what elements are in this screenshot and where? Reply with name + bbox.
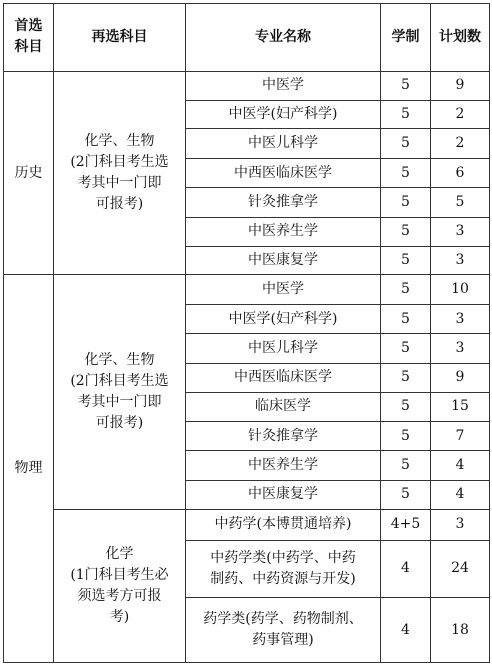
plan-count: 4 — [431, 480, 490, 509]
major-name-line: 中药学类(中药学、中药 — [210, 549, 356, 566]
header-row — [4, 4, 490, 72]
duration: 5 — [381, 363, 431, 392]
requirement-line: 考) — [109, 608, 130, 625]
major-name-line: 制药、中药资源与开发) — [210, 570, 356, 587]
duration: 5 — [381, 333, 431, 363]
plan-count: 9 — [431, 71, 490, 100]
duration: 5 — [381, 71, 431, 100]
plan-count: 7 — [431, 422, 490, 451]
duration: 5 — [381, 422, 431, 451]
duration: 5 — [381, 188, 431, 218]
plan-count: 3 — [431, 246, 490, 275]
major-name: 中西医临床医学 — [186, 159, 381, 188]
second-subjects-history — [54, 71, 186, 275]
duration: 4+5 — [381, 509, 431, 540]
major-name: 中医学(妇产科学) — [186, 100, 381, 129]
major-name: 中医儿科学 — [186, 129, 381, 159]
table-row — [4, 71, 490, 100]
major-name: 针灸推拿学 — [186, 188, 381, 218]
first-subject-physics: 物理 — [4, 275, 54, 663]
duration: 5 — [381, 246, 431, 275]
header-first-subject — [4, 4, 54, 72]
major-name: 中医学(妇产科学) — [186, 305, 381, 334]
table-row — [4, 509, 490, 540]
header-plan-count: 计划数 — [431, 4, 490, 72]
plan-count: 2 — [431, 129, 490, 159]
header-first-subject-line1: 首选 — [14, 18, 43, 35]
requirement-line: (2门科目考生选 — [70, 373, 169, 390]
enrollment-plan-table — [3, 3, 490, 663]
major-name: 临床医学 — [186, 392, 381, 422]
plan-count: 4 — [431, 451, 490, 481]
requirement-line: 考其中一门即 — [77, 175, 162, 192]
major-name: 中医学 — [186, 275, 381, 305]
header-major-name: 专业名称 — [186, 4, 381, 72]
duration: 5 — [381, 305, 431, 334]
requirement-line: 化学 — [105, 545, 134, 562]
header-second-subjects: 再选科目 — [54, 4, 186, 72]
duration: 5 — [381, 480, 431, 509]
major-name: 中医康复学 — [186, 480, 381, 509]
plan-count: 3 — [431, 217, 490, 246]
duration: 5 — [381, 275, 431, 305]
plan-count: 10 — [431, 275, 490, 305]
major-name: 中医学 — [186, 71, 381, 100]
plan-count: 24 — [431, 540, 490, 598]
duration: 5 — [381, 100, 431, 129]
plan-count: 18 — [431, 598, 490, 663]
major-name: 中医养生学 — [186, 451, 381, 481]
requirement-line: 化学、生物 — [84, 133, 155, 150]
requirement-line: 可报考) — [95, 415, 144, 432]
requirement-line: 可报考) — [95, 196, 144, 213]
duration: 4 — [381, 598, 431, 663]
second-subjects-physics-b — [54, 509, 186, 662]
header-duration: 学制 — [381, 4, 431, 72]
second-subjects-physics-a — [54, 275, 186, 509]
requirement-line: 化学、生物 — [84, 352, 155, 369]
major-name: 中医康复学 — [186, 246, 381, 275]
plan-count: 5 — [431, 188, 490, 218]
major-name: 针灸推拿学 — [186, 422, 381, 451]
requirement-line: (2门科目考生选 — [70, 154, 169, 171]
plan-count: 3 — [431, 509, 490, 540]
table-row — [4, 275, 490, 305]
plan-count: 3 — [431, 305, 490, 334]
duration: 5 — [381, 451, 431, 481]
duration: 5 — [381, 217, 431, 246]
requirement-line: 考其中一门即 — [77, 394, 162, 411]
plan-count: 6 — [431, 159, 490, 188]
plan-count: 3 — [431, 333, 490, 363]
requirement-line: (1门科目考生必 — [70, 566, 169, 583]
header-first-subject-line2: 科目 — [14, 39, 43, 56]
duration: 4 — [381, 540, 431, 598]
major-name — [186, 540, 381, 598]
major-name — [186, 598, 381, 663]
plan-count: 9 — [431, 363, 490, 392]
plan-count: 2 — [431, 100, 490, 129]
major-name-line: 药学类(药学、药物制剂、 — [203, 611, 363, 628]
duration: 5 — [381, 159, 431, 188]
major-name: 中医儿科学 — [186, 333, 381, 363]
requirement-line: 须选考方可报 — [77, 587, 162, 604]
duration: 5 — [381, 392, 431, 422]
major-name: 中西医临床医学 — [186, 363, 381, 392]
major-name-line: 药事管理) — [252, 632, 314, 649]
major-name: 中药学(本博贯通培养) — [186, 509, 381, 540]
major-name: 中医养生学 — [186, 217, 381, 246]
duration: 5 — [381, 129, 431, 159]
first-subject-history: 历史 — [4, 71, 54, 275]
plan-count: 15 — [431, 392, 490, 422]
